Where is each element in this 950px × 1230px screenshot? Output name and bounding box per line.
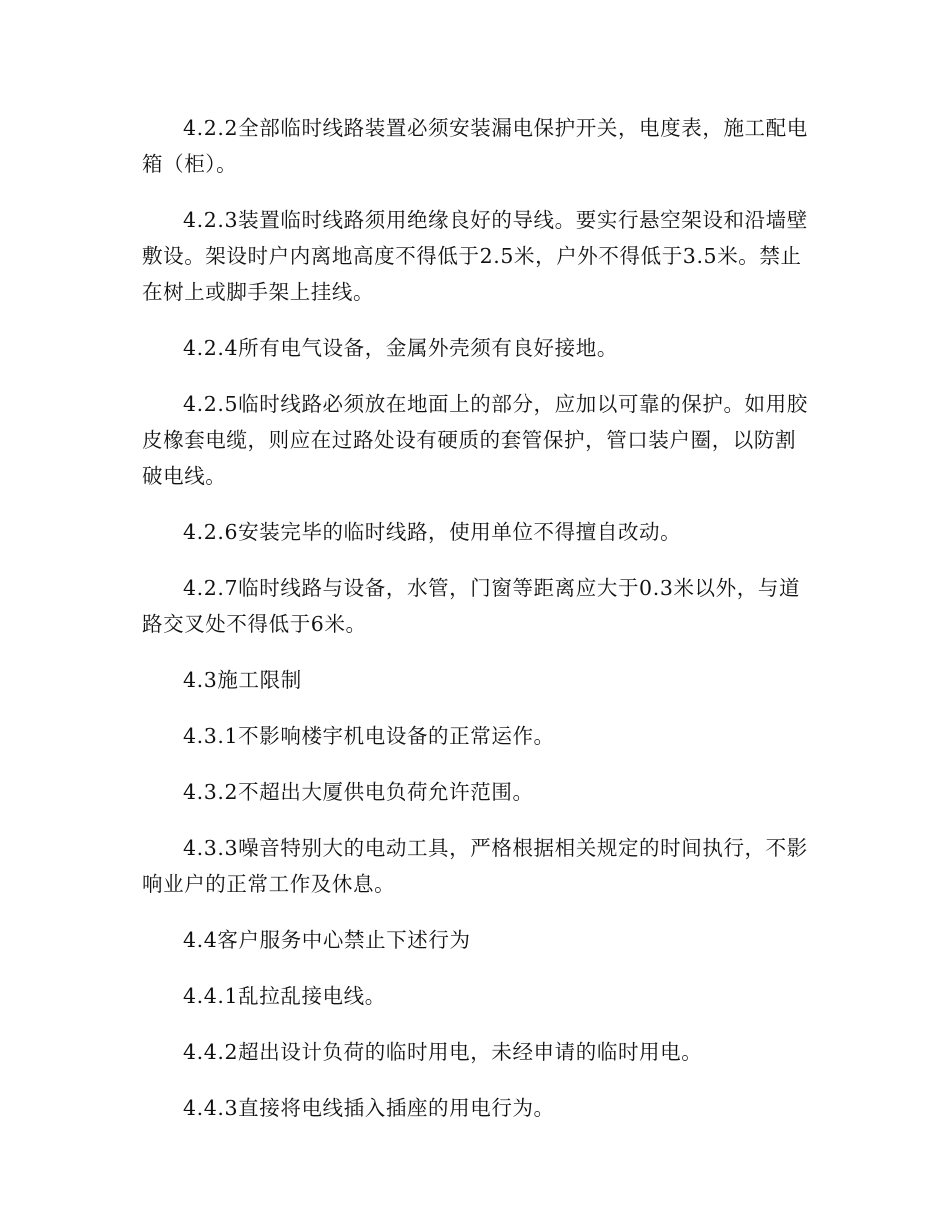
paragraph-4-4-2: 4.4.2超出设计负荷的临时用电，未经申请的临时用电。 — [183, 1040, 703, 1064]
document-body — [142, 110, 810, 1146]
paragraph-4-2-6: 4.2.6安装完毕的临时线路，使用单位不得擅自改动。 — [183, 520, 682, 544]
paragraph-4-4-3: 4.4.3直接将电线插入插座的用电行为。 — [183, 1096, 555, 1120]
paragraph-4-2-5: 4.2.5临时线路必须放在地面上的部分，应加以可靠的保护。如用胶皮橡套电缆，则应在过路处设有硬质的套管保护，管口装户圈，以防割破电线。 — [142, 392, 808, 488]
section-heading-4-3: 4.3施工限制 — [183, 668, 302, 692]
paragraph-4-3-3: 4.3.3噪音特别大的电动工具，严格根据相关规定的时间执行，不影响业户的正常工作及休息。 — [142, 836, 808, 896]
paragraph-4-2-7: 4.2.7临时线路与设备，水管，门窗等距离应大于0.3米以外，与道路交叉处不得低于6米。 — [142, 576, 801, 636]
paragraph-4-3-2: 4.3.2不超出大厦供电负荷允许范围。 — [183, 780, 534, 804]
paragraph-4-2-2: 4.2.2全部临时线路装置必须安装漏电保护开关，电度表，施工配电箱（柜）。 — [142, 116, 808, 176]
section-heading-4-4: 4.4客户服务中心禁止下述行为 — [183, 928, 471, 952]
paragraph-4-4-1: 4.4.1乱拉乱接电线。 — [183, 984, 386, 1008]
paragraph-4-2-3: 4.2.3装置临时线路须用绝缘良好的导线。要实行悬空架设和沿墙壁敷设。架设时户内离地高度不得低于2.5米，户外不得低于3.5米。禁止在树上或脚手架上挂线。 — [142, 208, 808, 304]
paragraph-4-2-4: 4.2.4所有电气设备，金属外壳须有良好接地。 — [183, 336, 618, 360]
paragraph-4-3-1: 4.3.1不影响楼宇机电设备的正常运作。 — [183, 724, 555, 748]
